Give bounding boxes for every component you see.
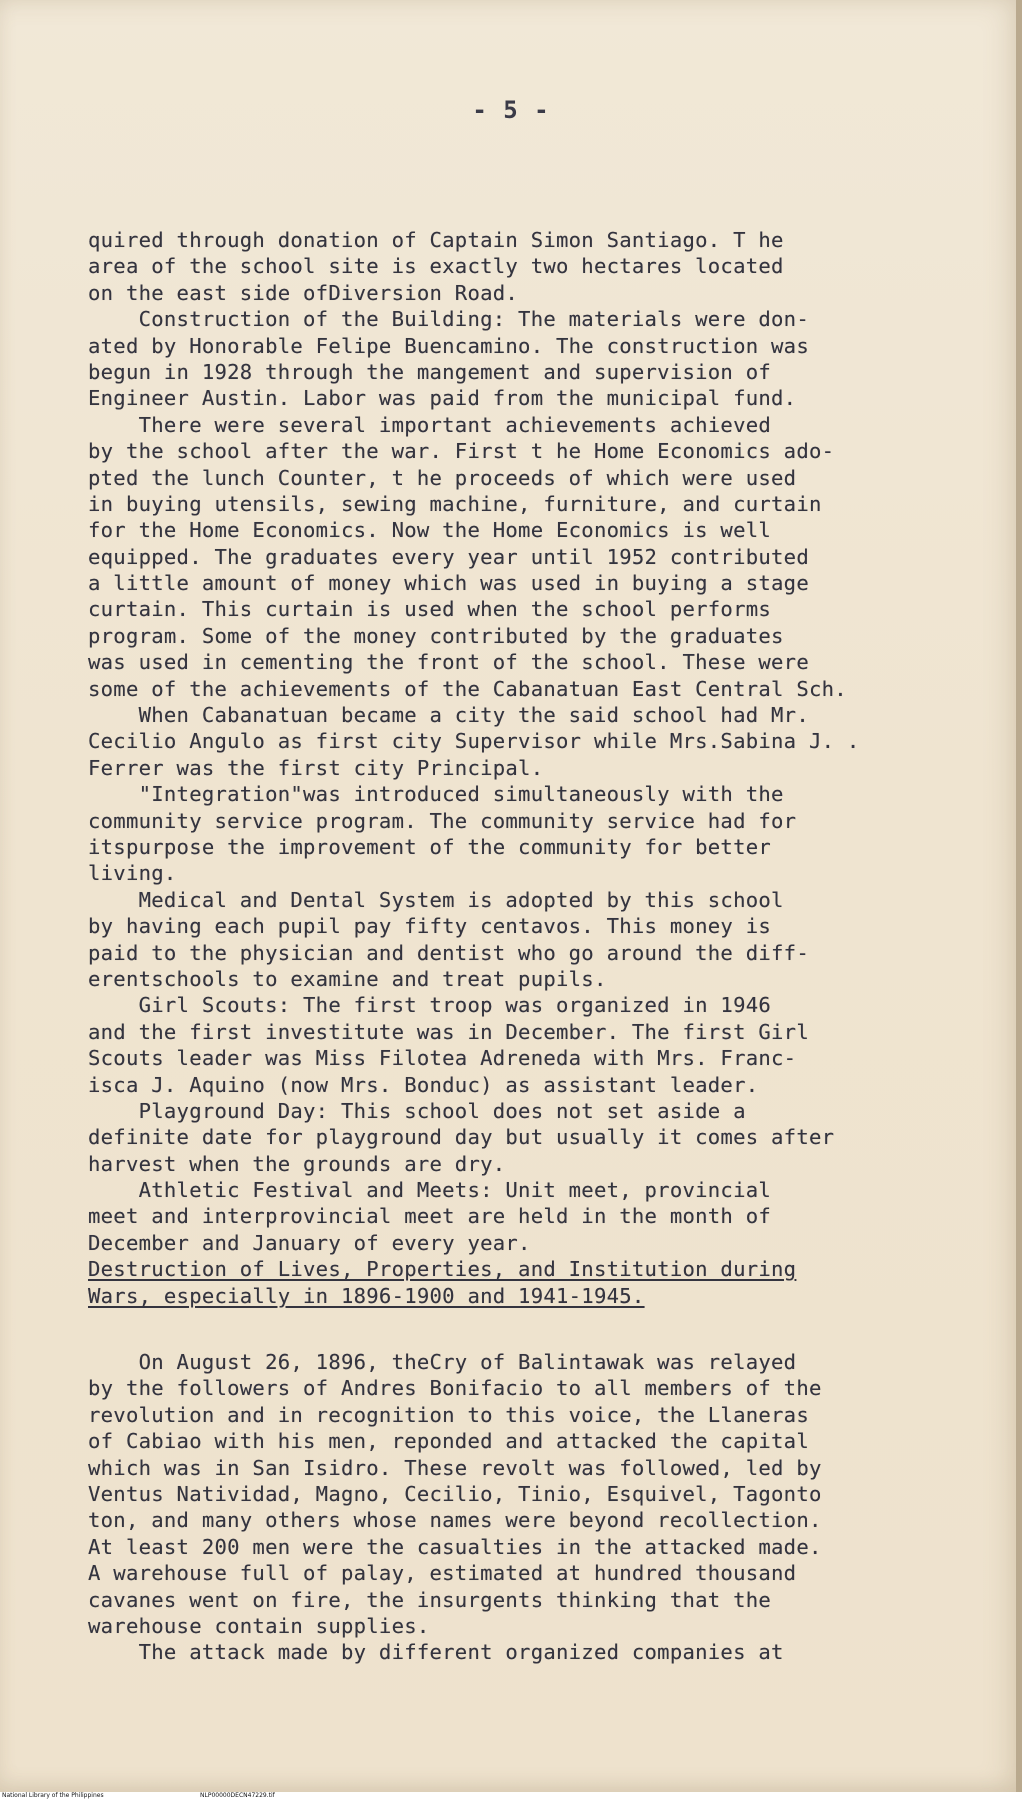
text-line: Ferrer was the first city Principal. — [88, 755, 544, 780]
text-line: Construction of the Building: The materials were don- — [88, 307, 809, 332]
footer-filename: NLP00000DECN47229.tif — [200, 1792, 275, 1799]
text-line: warehouse contain supplies. — [88, 1613, 430, 1638]
text-line: A warehouse full of palay, estimated at hundred thousand — [88, 1561, 797, 1586]
text-line: Medical and Dental System is adopted by this school — [88, 887, 784, 912]
text-line: on the east side ofDiversion Road. — [88, 280, 519, 305]
footer-source: National Library of the Philippines — [2, 1792, 104, 1799]
text-line: program. Some of the money contributed by the graduates — [88, 623, 784, 648]
text-line: begun in 1928 through the mangement and supervision of — [88, 359, 772, 384]
text-line: December and January of every year. — [88, 1230, 531, 1255]
text-line: was used in cementing the front of the school. These were — [88, 650, 809, 675]
text-line: Engineer Austin. Labor was paid from the municipal fund. — [88, 386, 797, 411]
section-heading: Wars, especially in 1896-1900 and 1941-1945. — [88, 1283, 645, 1308]
text-line: When Cabanatuan became a city the said school had Mr. — [88, 703, 809, 728]
text-line: Athletic Festival and Meets: Unit meet, provincial — [88, 1178, 772, 1203]
text-line: for the Home Economics. Now the Home Economics is well — [88, 518, 772, 543]
text-line: erentschools to examine and treat pupils. — [88, 966, 607, 991]
text-line: some of the achievements of the Cabanatuan East Central Sch. — [88, 676, 847, 701]
text-line: and the first investitute was in December. The first Girl — [88, 1019, 809, 1044]
text-line: harvest when the grounds are dry. — [88, 1151, 506, 1176]
text-line: by having each pupil pay fifty centavos. This money is — [88, 914, 772, 939]
text-line: ton, and many others whose names were beyond recollection. — [88, 1508, 822, 1533]
text-line: Girl Scouts: The first troop was organized in 1946 — [88, 993, 772, 1018]
text-line: community service program. The community service had for — [88, 808, 797, 833]
text-line: quired through donation of Captain Simon Santiago. T he — [88, 228, 784, 252]
text-line: paid to the physician and dentist who go around the diff- — [88, 940, 809, 965]
text-line: There were several important achievements achieved — [88, 412, 772, 437]
paragraph-gap — [88, 1309, 988, 1349]
text-line: meet and interprovincial meet are held in the month of — [88, 1204, 772, 1229]
text-line: of Cabiao with his men, reponded and attacked the capital — [88, 1429, 809, 1454]
text-line: which was in San Isidro. These revolt was followed, led by — [88, 1455, 822, 1480]
page-edge — [1016, 0, 1022, 1792]
text-line: Ventus Natividad, Magno, Cecilio, Tinio, Esquivel, Tagonto — [88, 1481, 822, 1506]
text-line: area of the school site is exactly two hectares located — [88, 254, 784, 279]
text-line: Playground Day: This school does not set aside a — [88, 1098, 746, 1123]
text-line: On August 26, 1896, theCry of Balintawak was relayed — [88, 1350, 797, 1375]
text-line: itspurpose the improvement of the community for better — [88, 834, 772, 859]
text-line: definite date for playground day but usually it comes after — [88, 1125, 835, 1150]
text-line: isca J. Aquino (now Mrs. Bonduc) as assistant leader. — [88, 1072, 759, 1097]
text-line: by the followers of Andres Bonifacio to all members of the — [88, 1376, 822, 1401]
text-line: curtain. This curtain is used when the school performs — [88, 597, 772, 622]
text-line: Scouts leader was Miss Filotea Adreneda with Mrs. Franc- — [88, 1046, 797, 1071]
body-text — [88, 227, 988, 1666]
text-line: living. — [88, 861, 177, 886]
text-line: in buying utensils, sewing machine, furniture, and curtain — [88, 491, 822, 516]
page-number: - 5 - — [472, 96, 550, 124]
text-line: a little amount of money which was used in buying a stage — [88, 571, 809, 596]
section-heading: Destruction of Lives, Properties, and Institution during — [88, 1257, 797, 1282]
text-line: ated by Honorable Felipe Buencamino. The construction was — [88, 333, 809, 358]
scan-footer — [0, 1792, 1022, 1800]
text-line: pted the lunch Counter, t he proceeds of which were used — [88, 465, 797, 490]
text-line: by the school after the war. First t he Home Economics ado- — [88, 439, 835, 464]
text-line: The attack made by different organized companies at — [88, 1640, 784, 1665]
text-line: equipped. The graduates every year until 1952 contributed — [88, 544, 809, 569]
text-line: cavanes went on fire, the insurgents thinking that the — [88, 1587, 772, 1612]
text-line: Cecilio Angulo as first city Supervisor while Mrs.Sabina J. . — [88, 729, 860, 754]
text-line: "Integration"was introduced simultaneously with the — [88, 782, 784, 807]
text-line: At least 200 men were the casualties in the attacked made. — [88, 1534, 822, 1559]
text-line: revolution and in recognition to this voice, the Llaneras — [88, 1402, 809, 1427]
